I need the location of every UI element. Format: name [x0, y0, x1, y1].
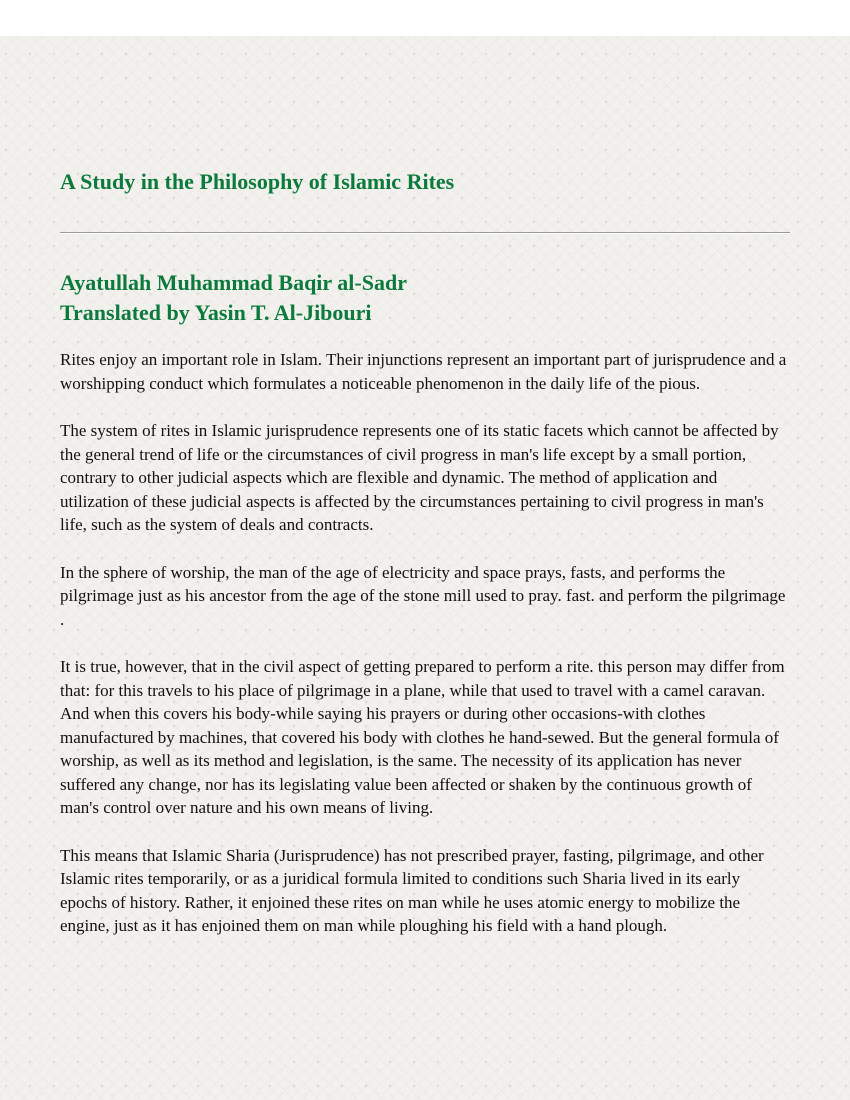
document-page — [60, 168, 790, 962]
paragraph: The system of rites in Islamic jurisprudence represents one of its static facets which cannot be affected by the general trend of life or the circumstances of civil progress in man's life except by a small portion, contrary to other judicial aspects which are flexible and dynamic. The method of application and utilization of these judicial aspects is affected by the circumstances pertaining to civil progress in man's life, such as the system of deals and contracts. — [60, 421, 779, 534]
title-divider — [60, 232, 790, 234]
top-margin-band — [0, 0, 850, 36]
paragraph: Rites enjoy an important role in Islam. Their injunctions represent an important part of jurisprudence and a worshipping conduct which formulates a noticeable phenomenon in the daily life of the pious. — [60, 350, 787, 393]
translator-credit: Translated by Yasin T. Al-Jibouri — [60, 300, 372, 325]
paragraph: In the sphere of worship, the man of the age of electricity and space prays, fasts, and performs the pilgrimage just as his ancestor from the age of the stone mill used to pray. fast. and perform the pilgrimage . — [60, 562, 786, 629]
author-name: Ayatullah Muhammad Baqir al-Sadr — [60, 270, 407, 295]
body-text — [60, 348, 790, 938]
byline — [60, 268, 790, 328]
document-title: A Study in the Philosophy of Islamic Rites — [60, 169, 455, 194]
paragraph: It is true, however, that in the civil aspect of getting prepared to perform a rite. this person may differ from that: for this travels to his place of pilgrimage in a plane, while that used to travel with a camel caravan. And when this covers his body-while saying his prayers or during other occasions-with clothes manufactured by machines, that covered his body with clothes he hand-sewed. But the general formula of worship, as well as its method and legislation, is the same. The necessity of its application has never suffered any change, nor has its legislating value been affected or shaken by the continuous growth of man's control over nature and his own means of living. — [60, 657, 785, 817]
paragraph: This means that Islamic Sharia (Jurisprudence) has not prescribed prayer, fasting, pilgrimage, and other Islamic rites temporarily, or as a juridical formula limited to conditions such Sharia lived in its early epochs of history. Rather, it enjoined these rites on man while he uses atomic energy to mobilize the engine, just as it has enjoined them on man while ploughing his field with a hand plough. — [60, 845, 764, 935]
